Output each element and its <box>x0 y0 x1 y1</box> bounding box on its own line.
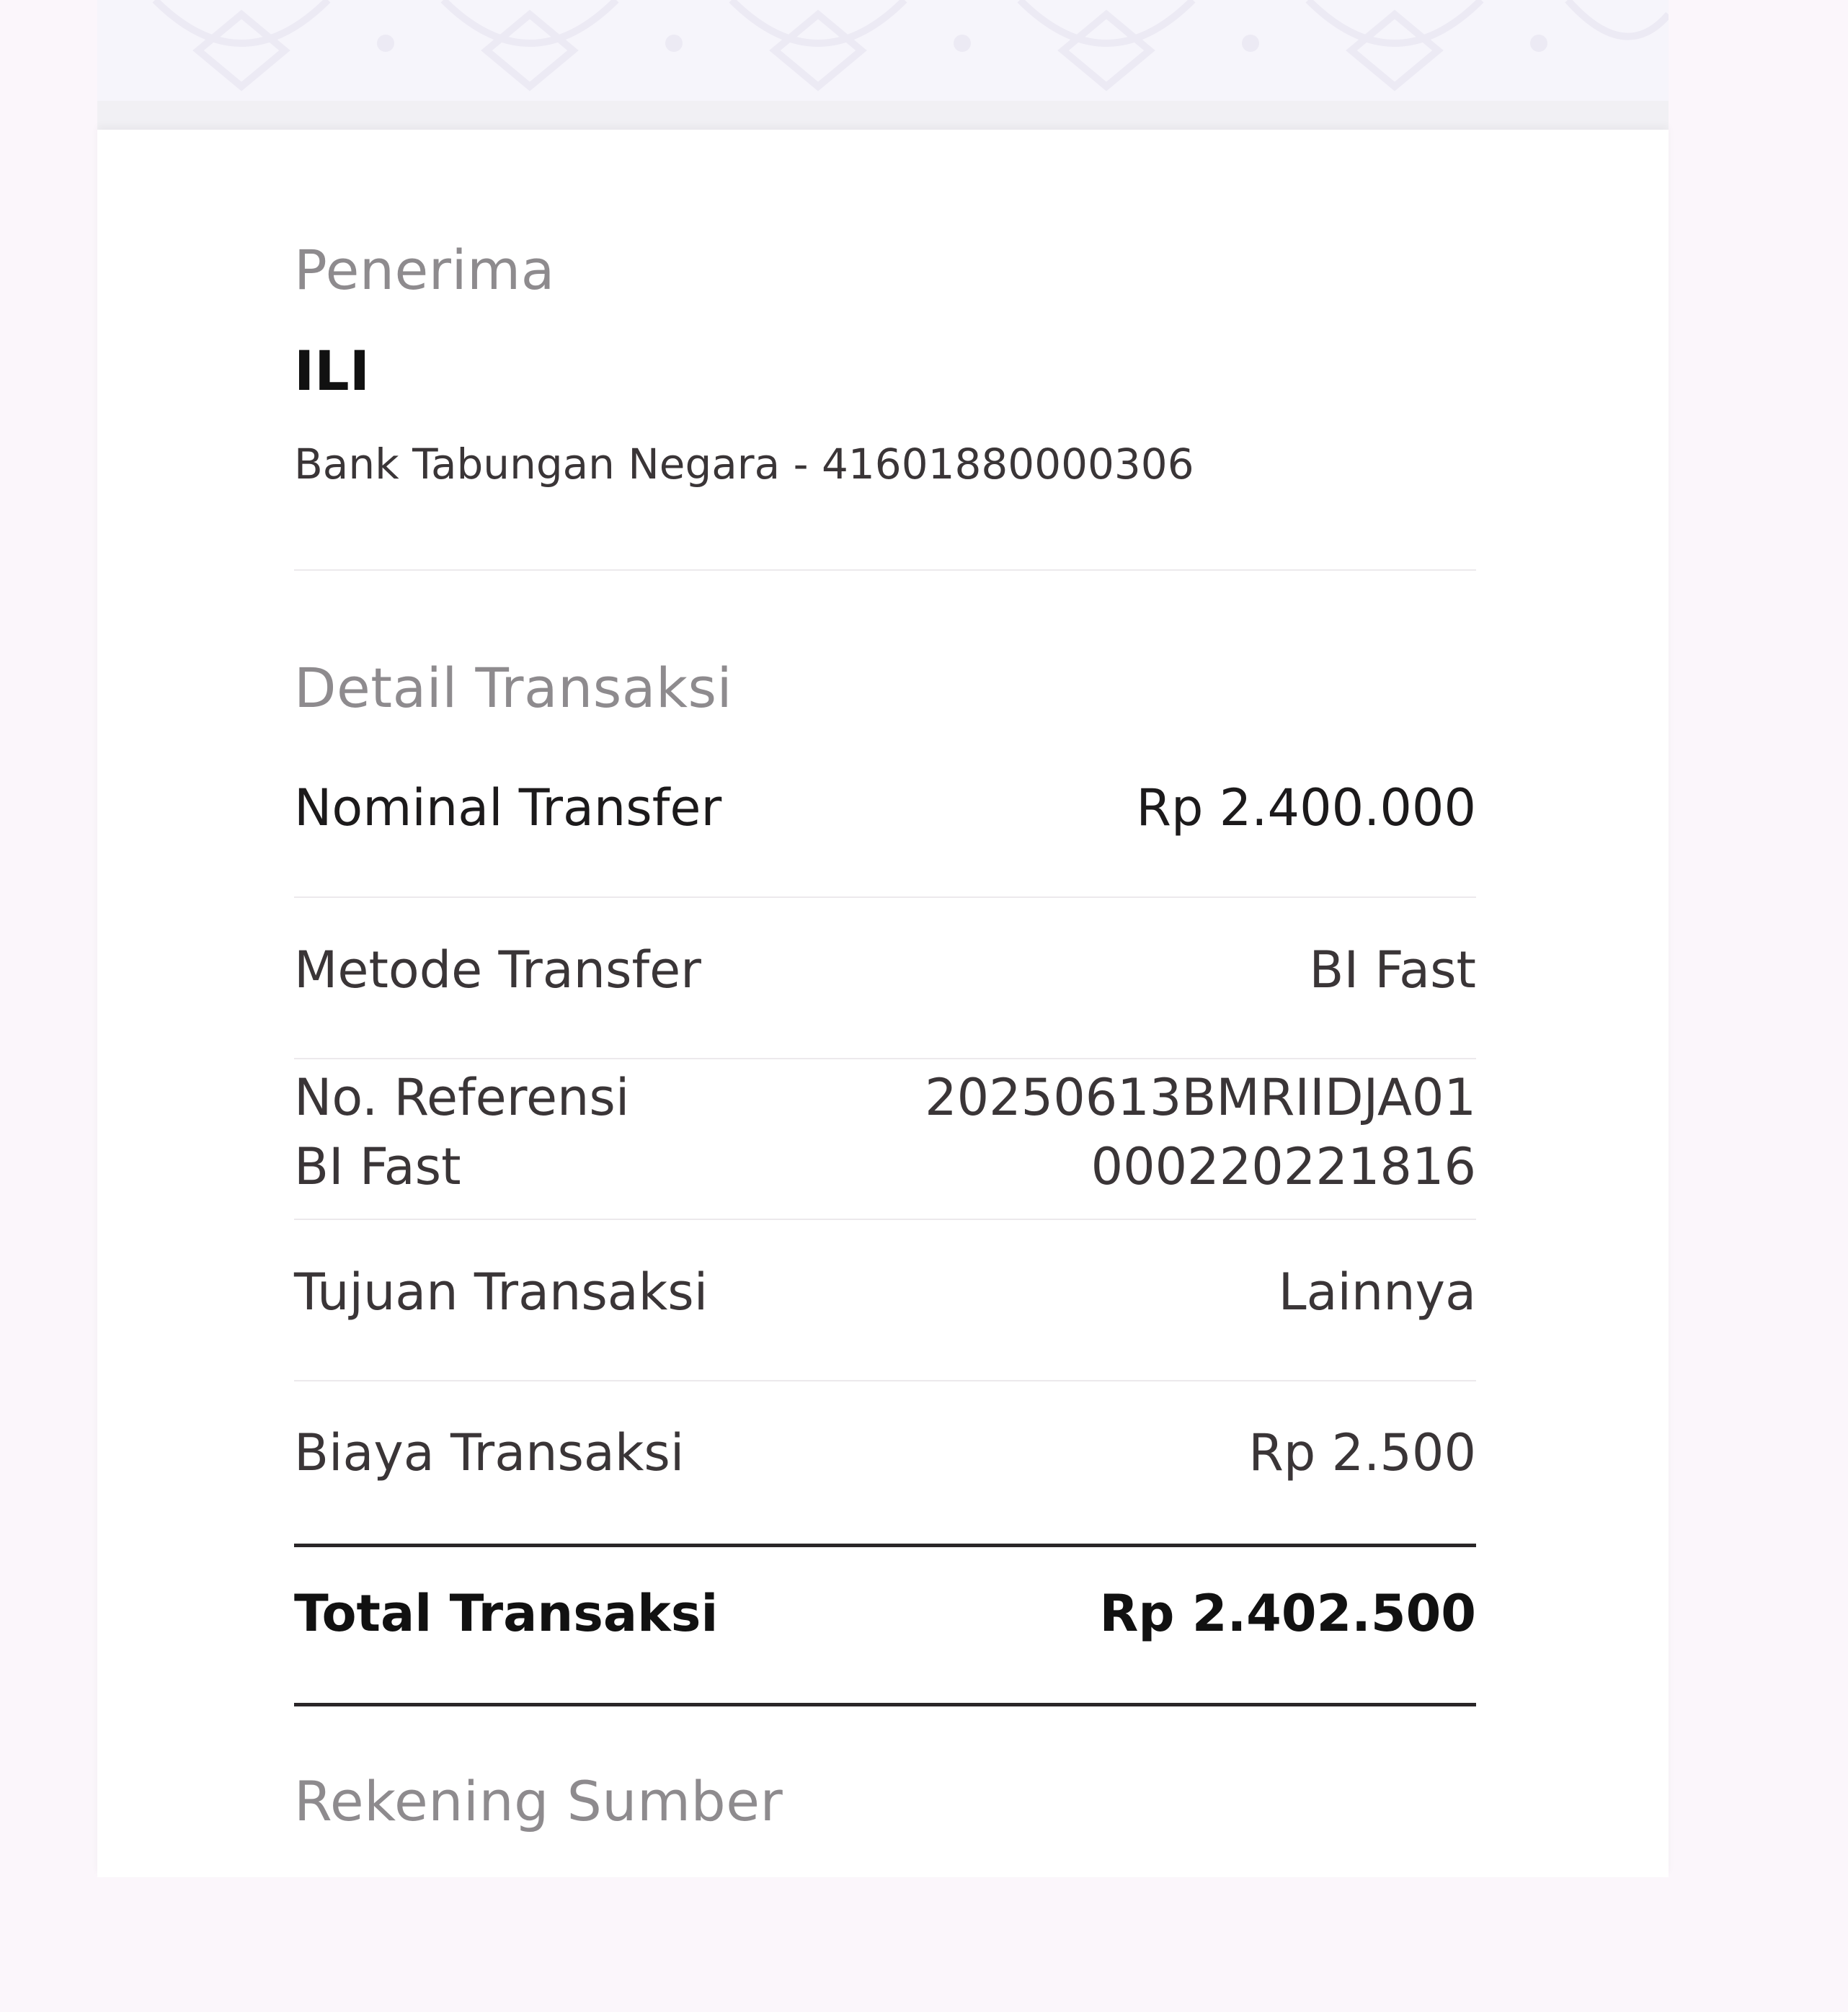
transfer-method-label: Metode Transfer <box>294 940 701 1000</box>
transaction-detail-section-title: Detail Transaksi <box>294 656 733 720</box>
divider <box>294 896 1476 898</box>
ornament-pattern <box>97 0 1669 130</box>
recipient-bank-account: Bank Tabungan Negara - 41601880000306 <box>294 440 1194 489</box>
transfer-method-value: BI Fast <box>1309 940 1476 1000</box>
reference-value-line1: 20250613BMRIIDJA01 <box>925 1068 1476 1127</box>
recipient-name: ILI <box>294 339 370 403</box>
divider <box>294 569 1476 571</box>
transaction-purpose-label: Tujuan Transaksi <box>294 1263 708 1322</box>
transaction-purpose-value: Lainnya <box>1278 1263 1476 1322</box>
reference-value-line2: 000220221816 <box>1090 1137 1476 1196</box>
transaction-fee-value: Rp 2.500 <box>1248 1423 1476 1482</box>
reference-label-line1: No. Referensi <box>294 1068 630 1127</box>
total-divider-top <box>294 1544 1476 1547</box>
recipient-section-title: Penerima <box>294 238 555 302</box>
total-divider-bottom <box>294 1703 1476 1706</box>
header-pattern-banner <box>97 0 1669 130</box>
transaction-receipt-card <box>97 130 1669 1877</box>
divider <box>294 1219 1476 1220</box>
nominal-transfer-value: Rp 2.400.000 <box>1136 778 1476 837</box>
divider <box>294 1058 1476 1059</box>
reference-label-line2: BI Fast <box>294 1137 461 1196</box>
reference-number-label <box>294 1063 629 1201</box>
total-transaction-label: Total Transaksi <box>294 1584 719 1643</box>
total-transaction-value: Rp 2.402.500 <box>1099 1584 1476 1643</box>
transaction-fee-label: Biaya Transaksi <box>294 1423 685 1482</box>
divider <box>294 1380 1476 1381</box>
nominal-transfer-label: Nominal Transfer <box>294 778 722 837</box>
source-account-section-title: Rekening Sumber <box>294 1769 783 1833</box>
reference-number-value <box>925 1063 1476 1201</box>
